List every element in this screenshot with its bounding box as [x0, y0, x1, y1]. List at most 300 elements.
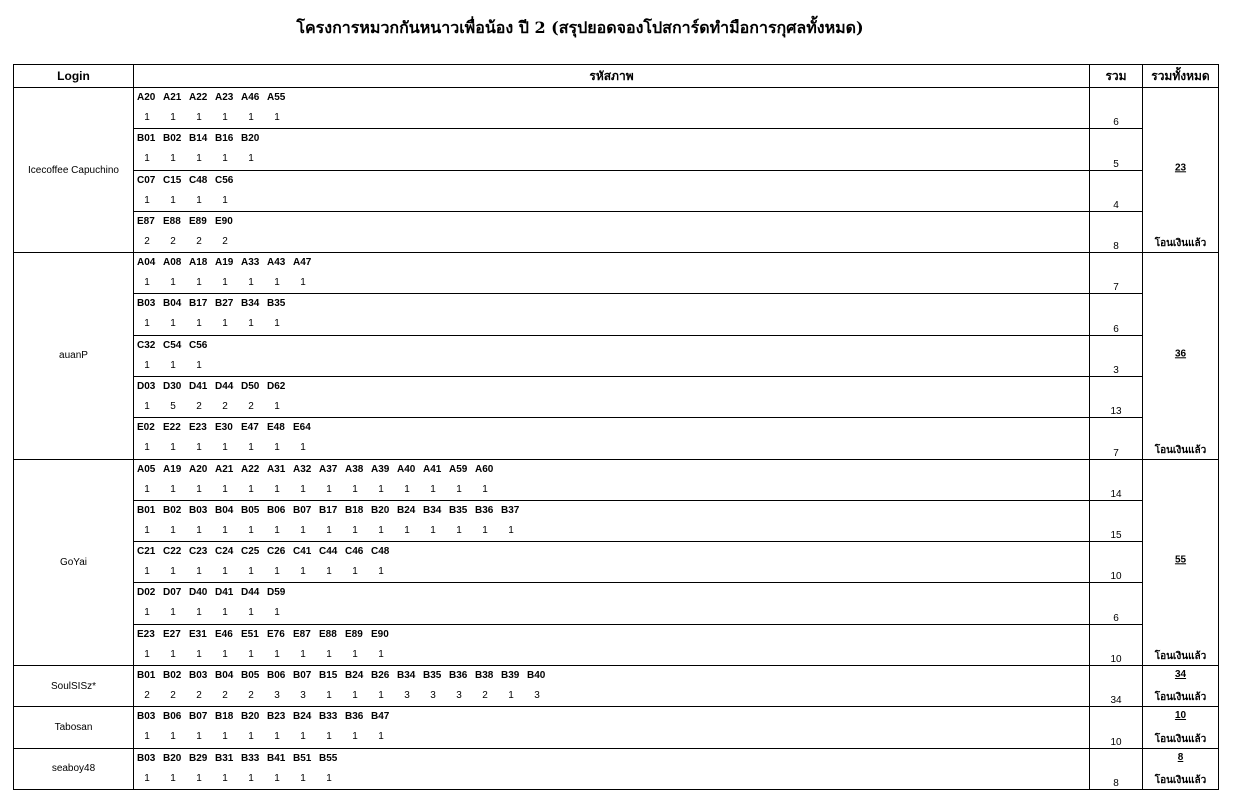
quantity: 1 [326, 483, 332, 495]
image-code: B03 [137, 711, 156, 723]
quantity: 1 [170, 483, 176, 495]
quantity: 1 [352, 483, 358, 495]
row-sum: 8 [1090, 748, 1143, 790]
quantity: 1 [352, 689, 358, 701]
row-sum: 6 [1090, 583, 1143, 624]
quantity: 1 [378, 648, 384, 660]
quantity: 3 [430, 689, 436, 701]
quantity-line [134, 314, 1089, 334]
image-code: C41 [293, 546, 312, 558]
image-code: A43 [267, 257, 286, 269]
table-row [14, 665, 1219, 706]
quantity: 1 [222, 483, 228, 495]
image-code: E87 [293, 628, 311, 640]
quantity: 1 [144, 400, 150, 412]
image-code: B17 [319, 504, 338, 516]
quantity: 1 [300, 772, 306, 784]
quantity: 3 [534, 689, 540, 701]
quantity: 1 [274, 318, 280, 330]
image-code: E47 [241, 422, 259, 434]
table-row [14, 500, 1219, 541]
quantity: 1 [378, 483, 384, 495]
row-sum: 5 [1090, 129, 1143, 170]
quantity-line [134, 727, 1089, 747]
image-code: A33 [241, 257, 260, 269]
quantity: 1 [378, 566, 384, 578]
quantity: 1 [222, 112, 228, 123]
image-code: A20 [189, 463, 208, 475]
image-code: B41 [267, 752, 286, 764]
image-code: B06 [163, 711, 182, 723]
image-code: B07 [293, 504, 312, 516]
quantity: 1 [248, 524, 254, 536]
row-sum: 10 [1090, 624, 1143, 665]
image-code: A38 [345, 463, 364, 475]
row-sum: 7 [1090, 418, 1143, 459]
quantity: 2 [222, 235, 228, 247]
image-code: C15 [163, 174, 182, 186]
image-code: E76 [267, 628, 285, 640]
image-code: A39 [371, 463, 390, 475]
quantity-line [134, 645, 1089, 665]
image-codes-cell [134, 542, 1090, 583]
quantity: 1 [274, 400, 280, 412]
image-code: B33 [241, 752, 260, 764]
header-row [14, 65, 1219, 88]
quantity: 1 [196, 772, 202, 784]
quantity: 1 [170, 731, 176, 743]
quantity: 1 [274, 524, 280, 536]
quantity-line [134, 273, 1089, 293]
quantity: 1 [144, 153, 150, 165]
quantity: 1 [222, 153, 228, 165]
quantity: 2 [248, 400, 254, 412]
image-code: B04 [163, 298, 182, 310]
image-code: E23 [189, 422, 207, 434]
image-code: D30 [163, 380, 182, 392]
quantity: 1 [248, 318, 254, 330]
quantity: 3 [456, 689, 462, 701]
image-code: B35 [423, 669, 442, 681]
quantity-line [134, 686, 1089, 706]
image-code: B01 [137, 133, 156, 145]
payment-status: โอนเงินแล้ว [1154, 238, 1207, 250]
quantity: 1 [430, 524, 436, 536]
image-code: B05 [241, 504, 260, 516]
image-code: D40 [189, 587, 208, 599]
quantity: 1 [300, 524, 306, 536]
image-code: A05 [137, 463, 156, 475]
image-codes-cell [134, 129, 1090, 170]
quantity: 1 [456, 524, 462, 536]
image-codes-cell [134, 500, 1090, 541]
image-codes-cell [134, 211, 1090, 252]
code-line [134, 377, 1089, 397]
group-total-cell [1143, 707, 1219, 748]
image-code: E27 [163, 628, 181, 640]
quantity-line [134, 191, 1089, 211]
quantity: 1 [404, 524, 410, 536]
quantity: 1 [248, 566, 254, 578]
code-line [134, 460, 1089, 480]
image-code: E31 [189, 628, 207, 640]
image-code: E90 [215, 215, 233, 227]
code-line [134, 336, 1089, 356]
quantity: 2 [144, 689, 150, 701]
quantity: 1 [222, 442, 228, 454]
image-code: B36 [449, 669, 468, 681]
quantity: 1 [222, 524, 228, 536]
image-code: D50 [241, 380, 260, 392]
quantity: 1 [170, 359, 176, 371]
image-code: B03 [189, 504, 208, 516]
quantity: 2 [222, 689, 228, 701]
quantity: 1 [248, 483, 254, 495]
image-code: D44 [215, 380, 234, 392]
quantity: 1 [248, 442, 254, 454]
image-code: A47 [293, 257, 312, 269]
quantity: 1 [300, 442, 306, 454]
quantity: 1 [144, 648, 150, 660]
table-row [14, 624, 1219, 665]
quantity: 1 [456, 483, 462, 495]
image-code: B36 [475, 504, 494, 516]
table-row [14, 170, 1219, 211]
image-code: B27 [215, 298, 234, 310]
quantity: 1 [378, 524, 384, 536]
image-code: B04 [215, 504, 234, 516]
code-line [134, 749, 1089, 769]
image-code: A19 [163, 463, 182, 475]
image-code: D59 [267, 587, 286, 599]
table-row [14, 211, 1219, 252]
image-code: A18 [189, 257, 208, 269]
image-code: B02 [163, 669, 182, 681]
image-code: D07 [163, 587, 182, 599]
row-sum: 10 [1090, 542, 1143, 583]
quantity: 1 [196, 566, 202, 578]
image-code: A22 [189, 92, 208, 103]
table-row [14, 294, 1219, 335]
image-code: B03 [189, 669, 208, 681]
quantity: 1 [170, 648, 176, 660]
table-row [14, 542, 1219, 583]
image-code: A60 [475, 463, 494, 475]
quantity: 1 [170, 772, 176, 784]
quantity: 1 [300, 277, 306, 289]
image-code: A22 [241, 463, 260, 475]
image-code: B35 [449, 504, 468, 516]
quantity-line [134, 521, 1089, 541]
quantity: 1 [170, 566, 176, 578]
image-code: B20 [163, 752, 182, 764]
image-code: B24 [345, 669, 364, 681]
payment-status: โอนเงินแล้ว [1154, 650, 1207, 662]
code-line [134, 501, 1089, 521]
image-code: B06 [267, 504, 286, 516]
quantity-line [134, 397, 1089, 417]
quantity: 1 [222, 277, 228, 289]
image-codes-cell [134, 583, 1090, 624]
image-code: B18 [215, 711, 234, 723]
image-codes-cell [134, 253, 1090, 294]
quantity-line [134, 603, 1089, 623]
image-code: D02 [137, 587, 156, 599]
image-code: E88 [163, 215, 181, 227]
summary-table [13, 64, 1219, 790]
row-sum: 6 [1090, 88, 1143, 129]
quantity: 1 [248, 607, 254, 619]
image-code: E23 [137, 628, 155, 640]
quantity-line [134, 769, 1089, 789]
quantity: 1 [170, 318, 176, 330]
image-code: B39 [501, 669, 520, 681]
image-code: B20 [241, 133, 260, 145]
quantity: 1 [326, 648, 332, 660]
image-code: C46 [345, 546, 364, 558]
quantity: 1 [144, 277, 150, 289]
image-code: E89 [345, 628, 363, 640]
quantity: 1 [274, 442, 280, 454]
image-codes-cell [134, 170, 1090, 211]
table-body [14, 88, 1219, 790]
image-code: C56 [215, 174, 234, 186]
image-code: A23 [215, 92, 234, 103]
quantity: 1 [170, 607, 176, 619]
image-code: C24 [215, 546, 234, 558]
quantity: 1 [248, 112, 254, 123]
image-code: C21 [137, 546, 156, 558]
payment-status: โอนเงินแล้ว [1154, 733, 1207, 745]
quantity: 1 [222, 731, 228, 743]
quantity: 2 [144, 235, 150, 247]
quantity: 1 [508, 689, 514, 701]
quantity: 1 [274, 566, 280, 578]
image-code: B55 [319, 752, 338, 764]
image-code: B07 [189, 711, 208, 723]
quantity-line [134, 562, 1089, 582]
image-code: A37 [319, 463, 338, 475]
image-code: B17 [189, 298, 208, 310]
quantity: 1 [248, 731, 254, 743]
image-code: A19 [215, 257, 234, 269]
payment-status: โอนเงินแล้ว [1154, 444, 1207, 456]
image-code: B40 [527, 669, 546, 681]
payment-status: โอนเงินแล้ว [1154, 775, 1207, 786]
quantity: 1 [326, 772, 332, 784]
group-total-cell [1143, 748, 1219, 790]
image-code: A59 [449, 463, 468, 475]
quantity: 1 [222, 318, 228, 330]
quantity: 1 [170, 112, 176, 123]
quantity: 1 [274, 607, 280, 619]
image-code: E87 [137, 215, 155, 227]
quantity: 2 [196, 689, 202, 701]
quantity: 1 [508, 524, 514, 536]
image-code: B23 [267, 711, 286, 723]
row-sum: 8 [1090, 211, 1143, 252]
row-sum: 15 [1090, 500, 1143, 541]
image-code: A31 [267, 463, 286, 475]
quantity: 1 [222, 194, 228, 206]
table-row [14, 253, 1219, 294]
quantity: 1 [300, 731, 306, 743]
image-code: E30 [215, 422, 233, 434]
image-code: B38 [475, 669, 494, 681]
table-row [14, 459, 1219, 500]
login-name: GoYai [14, 459, 134, 665]
image-code: C44 [319, 546, 338, 558]
quantity: 1 [144, 442, 150, 454]
image-code: E89 [189, 215, 207, 227]
quantity: 3 [300, 689, 306, 701]
image-code: B37 [501, 504, 520, 516]
image-code: B36 [345, 711, 364, 723]
image-code: C07 [137, 174, 156, 186]
image-code: C22 [163, 546, 182, 558]
image-code: E46 [215, 628, 233, 640]
image-code: B02 [163, 133, 182, 145]
image-code: B31 [215, 752, 234, 764]
image-code: B24 [293, 711, 312, 723]
image-code: A55 [267, 92, 286, 103]
quantity: 1 [170, 524, 176, 536]
image-code: A40 [397, 463, 416, 475]
table-row [14, 748, 1219, 790]
quantity: 1 [326, 731, 332, 743]
image-code: E02 [137, 422, 155, 434]
quantity: 2 [170, 689, 176, 701]
login-name: Tabosan [14, 707, 134, 748]
quantity: 1 [196, 112, 202, 123]
quantity: 2 [170, 235, 176, 247]
quantity: 1 [196, 194, 202, 206]
image-code: D62 [267, 380, 286, 392]
image-code: B34 [241, 298, 260, 310]
quantity: 1 [248, 772, 254, 784]
image-code: B51 [293, 752, 312, 764]
image-code: A04 [137, 257, 156, 269]
quantity: 1 [326, 566, 332, 578]
quantity: 5 [170, 400, 176, 412]
quantity: 1 [482, 524, 488, 536]
quantity: 1 [144, 194, 150, 206]
image-code: B47 [371, 711, 390, 723]
quantity-line [134, 480, 1089, 500]
login-name: Icecoffee Capuchino [14, 88, 134, 253]
quantity: 1 [274, 772, 280, 784]
header-codes: รหัสภาพ [134, 65, 1090, 88]
quantity: 1 [274, 483, 280, 495]
quantity: 1 [170, 442, 176, 454]
image-code: C25 [241, 546, 260, 558]
quantity: 1 [378, 731, 384, 743]
quantity: 1 [170, 153, 176, 165]
image-code: B03 [137, 752, 156, 764]
row-sum: 34 [1090, 665, 1143, 706]
quantity: 1 [170, 277, 176, 289]
image-code: B03 [137, 298, 156, 310]
image-codes-cell [134, 88, 1090, 129]
quantity: 1 [404, 483, 410, 495]
login-name: seaboy48 [14, 748, 134, 790]
image-code: B04 [215, 669, 234, 681]
quantity: 1 [196, 648, 202, 660]
image-code: B06 [267, 669, 286, 681]
image-codes-cell [134, 748, 1090, 790]
table-row [14, 376, 1219, 417]
quantity: 1 [326, 524, 332, 536]
row-sum: 14 [1090, 459, 1143, 500]
image-codes-cell [134, 294, 1090, 335]
image-code: E90 [371, 628, 389, 640]
group-total: 55 [1174, 554, 1187, 566]
image-code: C23 [189, 546, 208, 558]
row-sum: 7 [1090, 253, 1143, 294]
row-sum: 10 [1090, 707, 1143, 748]
group-total-cell [1143, 253, 1219, 459]
image-code: B20 [241, 711, 260, 723]
image-code: B01 [137, 504, 156, 516]
image-code: C32 [137, 339, 156, 351]
group-total: 10 [1174, 710, 1187, 722]
code-line [134, 583, 1089, 603]
quantity: 1 [144, 318, 150, 330]
quantity: 1 [144, 483, 150, 495]
image-code: D41 [215, 587, 234, 599]
image-code: B15 [319, 669, 338, 681]
image-code: E51 [241, 628, 259, 640]
quantity: 1 [274, 112, 280, 123]
quantity: 2 [196, 235, 202, 247]
image-code: B07 [293, 669, 312, 681]
quantity: 1 [326, 689, 332, 701]
group-total-cell [1143, 88, 1219, 253]
table-row [14, 583, 1219, 624]
code-line [134, 625, 1089, 645]
row-sum: 13 [1090, 376, 1143, 417]
quantity: 1 [222, 607, 228, 619]
image-codes-cell [134, 418, 1090, 459]
group-total-cell [1143, 459, 1219, 665]
code-line [134, 542, 1089, 562]
code-line [134, 666, 1089, 686]
payment-status: โอนเงินแล้ว [1154, 692, 1207, 704]
quantity: 1 [196, 731, 202, 743]
quantity: 1 [144, 607, 150, 619]
image-codes-cell [134, 335, 1090, 376]
quantity: 1 [144, 772, 150, 784]
image-code: C48 [371, 546, 390, 558]
quantity: 1 [222, 648, 228, 660]
image-code: E64 [293, 422, 311, 434]
row-sum: 6 [1090, 294, 1143, 335]
image-code: B33 [319, 711, 338, 723]
quantity: 1 [222, 566, 228, 578]
image-codes-cell [134, 376, 1090, 417]
image-code: B05 [241, 669, 260, 681]
quantity: 1 [352, 524, 358, 536]
image-code: B14 [189, 133, 208, 145]
quantity: 1 [274, 648, 280, 660]
code-line [134, 253, 1089, 273]
image-code: B35 [267, 298, 286, 310]
header-total: รวมทั้งหมด [1143, 65, 1219, 88]
quantity: 1 [196, 483, 202, 495]
quantity-line [134, 356, 1089, 376]
code-line [134, 129, 1089, 149]
header-sum: รวม [1090, 65, 1143, 88]
